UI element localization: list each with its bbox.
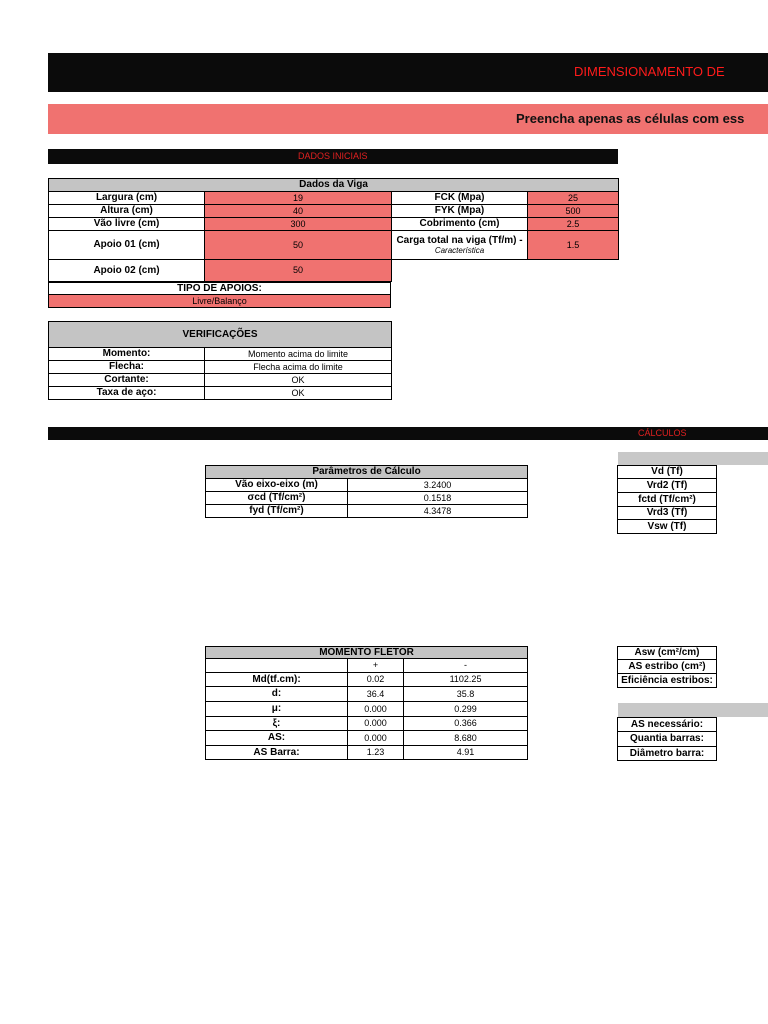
fck-input[interactable]: 25 [528, 192, 619, 205]
as-neg: 8.680 [404, 731, 528, 746]
vao-livre-label: Vão livre (cm) [49, 218, 205, 231]
momento-col-pos: + [348, 659, 404, 673]
eficiencia-estribos-label: Eficiência estribos: [618, 674, 717, 688]
param-vao-value: 3.2400 [348, 479, 528, 492]
page-title: DIMENSIONAMENTO DE [574, 64, 725, 79]
verif-cortante-label: Cortante: [49, 374, 205, 387]
cortante-header-bar [618, 452, 768, 465]
verif-momento-value: Momento acima do limite [205, 348, 392, 361]
altura-label: Altura (cm) [49, 205, 205, 218]
empty-cell [392, 260, 619, 282]
largura-input[interactable]: 19 [205, 192, 392, 205]
param-fyd-value: 4.3478 [348, 505, 528, 518]
as-barra-label: AS Barra: [206, 746, 348, 760]
mu-neg: 0.299 [404, 702, 528, 717]
cobrimento-input[interactable]: 2.5 [528, 218, 619, 231]
verif-cortante-value: OK [205, 374, 392, 387]
section-calculos [48, 427, 768, 440]
momento-empty-header [206, 659, 348, 673]
as-barra-neg: 4.91 [404, 746, 528, 760]
cortante-table [617, 465, 717, 534]
xi-neg: 0.366 [404, 717, 528, 731]
apoio2-input[interactable]: 50 [205, 260, 392, 282]
largura-label: Largura (cm) [49, 192, 205, 205]
carga-input[interactable]: 1.5 [528, 231, 619, 260]
tipo-apoios-table [48, 282, 391, 308]
altura-input[interactable]: 40 [205, 205, 392, 218]
title-banner [48, 53, 768, 92]
md-label: Md(tf.cm): [206, 673, 348, 687]
md-neg: 1102.25 [404, 673, 528, 687]
quantia-barras-label: Quantia barras: [618, 732, 717, 747]
instruction-text: Preencha apenas as células com ess [516, 111, 745, 126]
xi-pos: 0.000 [348, 717, 404, 731]
as-barra-pos: 1.23 [348, 746, 404, 760]
fctd-label: fctd (Tf/cm²) [618, 493, 717, 507]
tipo-apoios-label: TIPO DE APOIOS: [49, 283, 391, 295]
verif-flecha-label: Flecha: [49, 361, 205, 374]
verif-taxa-aco-label: Taxa de aço: [49, 387, 205, 400]
apoio1-label: Apoio 01 (cm) [49, 231, 205, 260]
d-label: d: [206, 687, 348, 702]
d-neg: 35.8 [404, 687, 528, 702]
parametros-table [205, 465, 528, 518]
fyk-input[interactable]: 500 [528, 205, 619, 218]
mu-pos: 0.000 [348, 702, 404, 717]
momento-table [205, 646, 528, 760]
parametros-header: Parâmetros de Cálculo [206, 466, 528, 479]
cobrimento-label: Cobrimento (cm) [392, 218, 528, 231]
vao-livre-input[interactable]: 300 [205, 218, 392, 231]
instruction-banner [48, 104, 768, 134]
carga-label-text: Carga total na viga (Tf/m) - [396, 234, 523, 246]
verif-taxa-aco-value: OK [205, 387, 392, 400]
as-estribo-label: AS estribo (cm²) [618, 660, 717, 674]
carga-label [392, 231, 528, 260]
mu-label: μ: [206, 702, 348, 717]
param-vao-label: Vão eixo-eixo (m) [206, 479, 348, 492]
vrd3-label: Vrd3 (Tf) [618, 507, 717, 520]
diametro-barra-label: Diâmetro barra: [618, 747, 717, 761]
section-dados-iniciais [48, 149, 618, 164]
tipo-apoios-select[interactable]: Livre/Balanço [49, 295, 391, 308]
section-dados-iniciais-label: DADOS INICIAIS [298, 151, 368, 161]
vd-label: Vd (Tf) [618, 466, 717, 479]
verif-momento-label: Momento: [49, 348, 205, 361]
param-fyd-label: fyd (Tf/cm²) [206, 505, 348, 518]
dados-viga-table [48, 178, 619, 282]
carga-sublabel: Característica [434, 245, 485, 255]
momento-header: MOMENTO FLETOR [206, 647, 528, 659]
apoio1-input[interactable]: 50 [205, 231, 392, 260]
asw-label: Asw (cm²/cm) [618, 647, 717, 660]
armadura-table [617, 717, 717, 761]
fck-label: FCK (Mpa) [392, 192, 528, 205]
dados-viga-header: Dados da Viga [49, 179, 619, 192]
estribos-table [617, 646, 717, 688]
as-pos: 0.000 [348, 731, 404, 746]
verif-flecha-value: Flecha acima do limite [205, 361, 392, 374]
fyk-label: FYK (Mpa) [392, 205, 528, 218]
armadura-header-bar [618, 703, 768, 717]
as-label: AS: [206, 731, 348, 746]
param-scd-value: 0.1518 [348, 492, 528, 505]
d-pos: 36.4 [348, 687, 404, 702]
verificacoes-header: VERIFICAÇÕES [49, 322, 392, 348]
vsw-label: Vsw (Tf) [618, 520, 717, 534]
vrd2-label: Vrd2 (Tf) [618, 479, 717, 493]
md-pos: 0.02 [348, 673, 404, 687]
xi-label: ξ: [206, 717, 348, 731]
apoio2-label: Apoio 02 (cm) [49, 260, 205, 282]
momento-col-neg: - [404, 659, 528, 673]
section-calculos-label: CÁLCULOS [638, 428, 687, 438]
param-scd-label: σcd (Tf/cm²) [206, 492, 348, 505]
verificacoes-table [48, 321, 392, 400]
as-necessario-label: AS necessário: [618, 718, 717, 732]
